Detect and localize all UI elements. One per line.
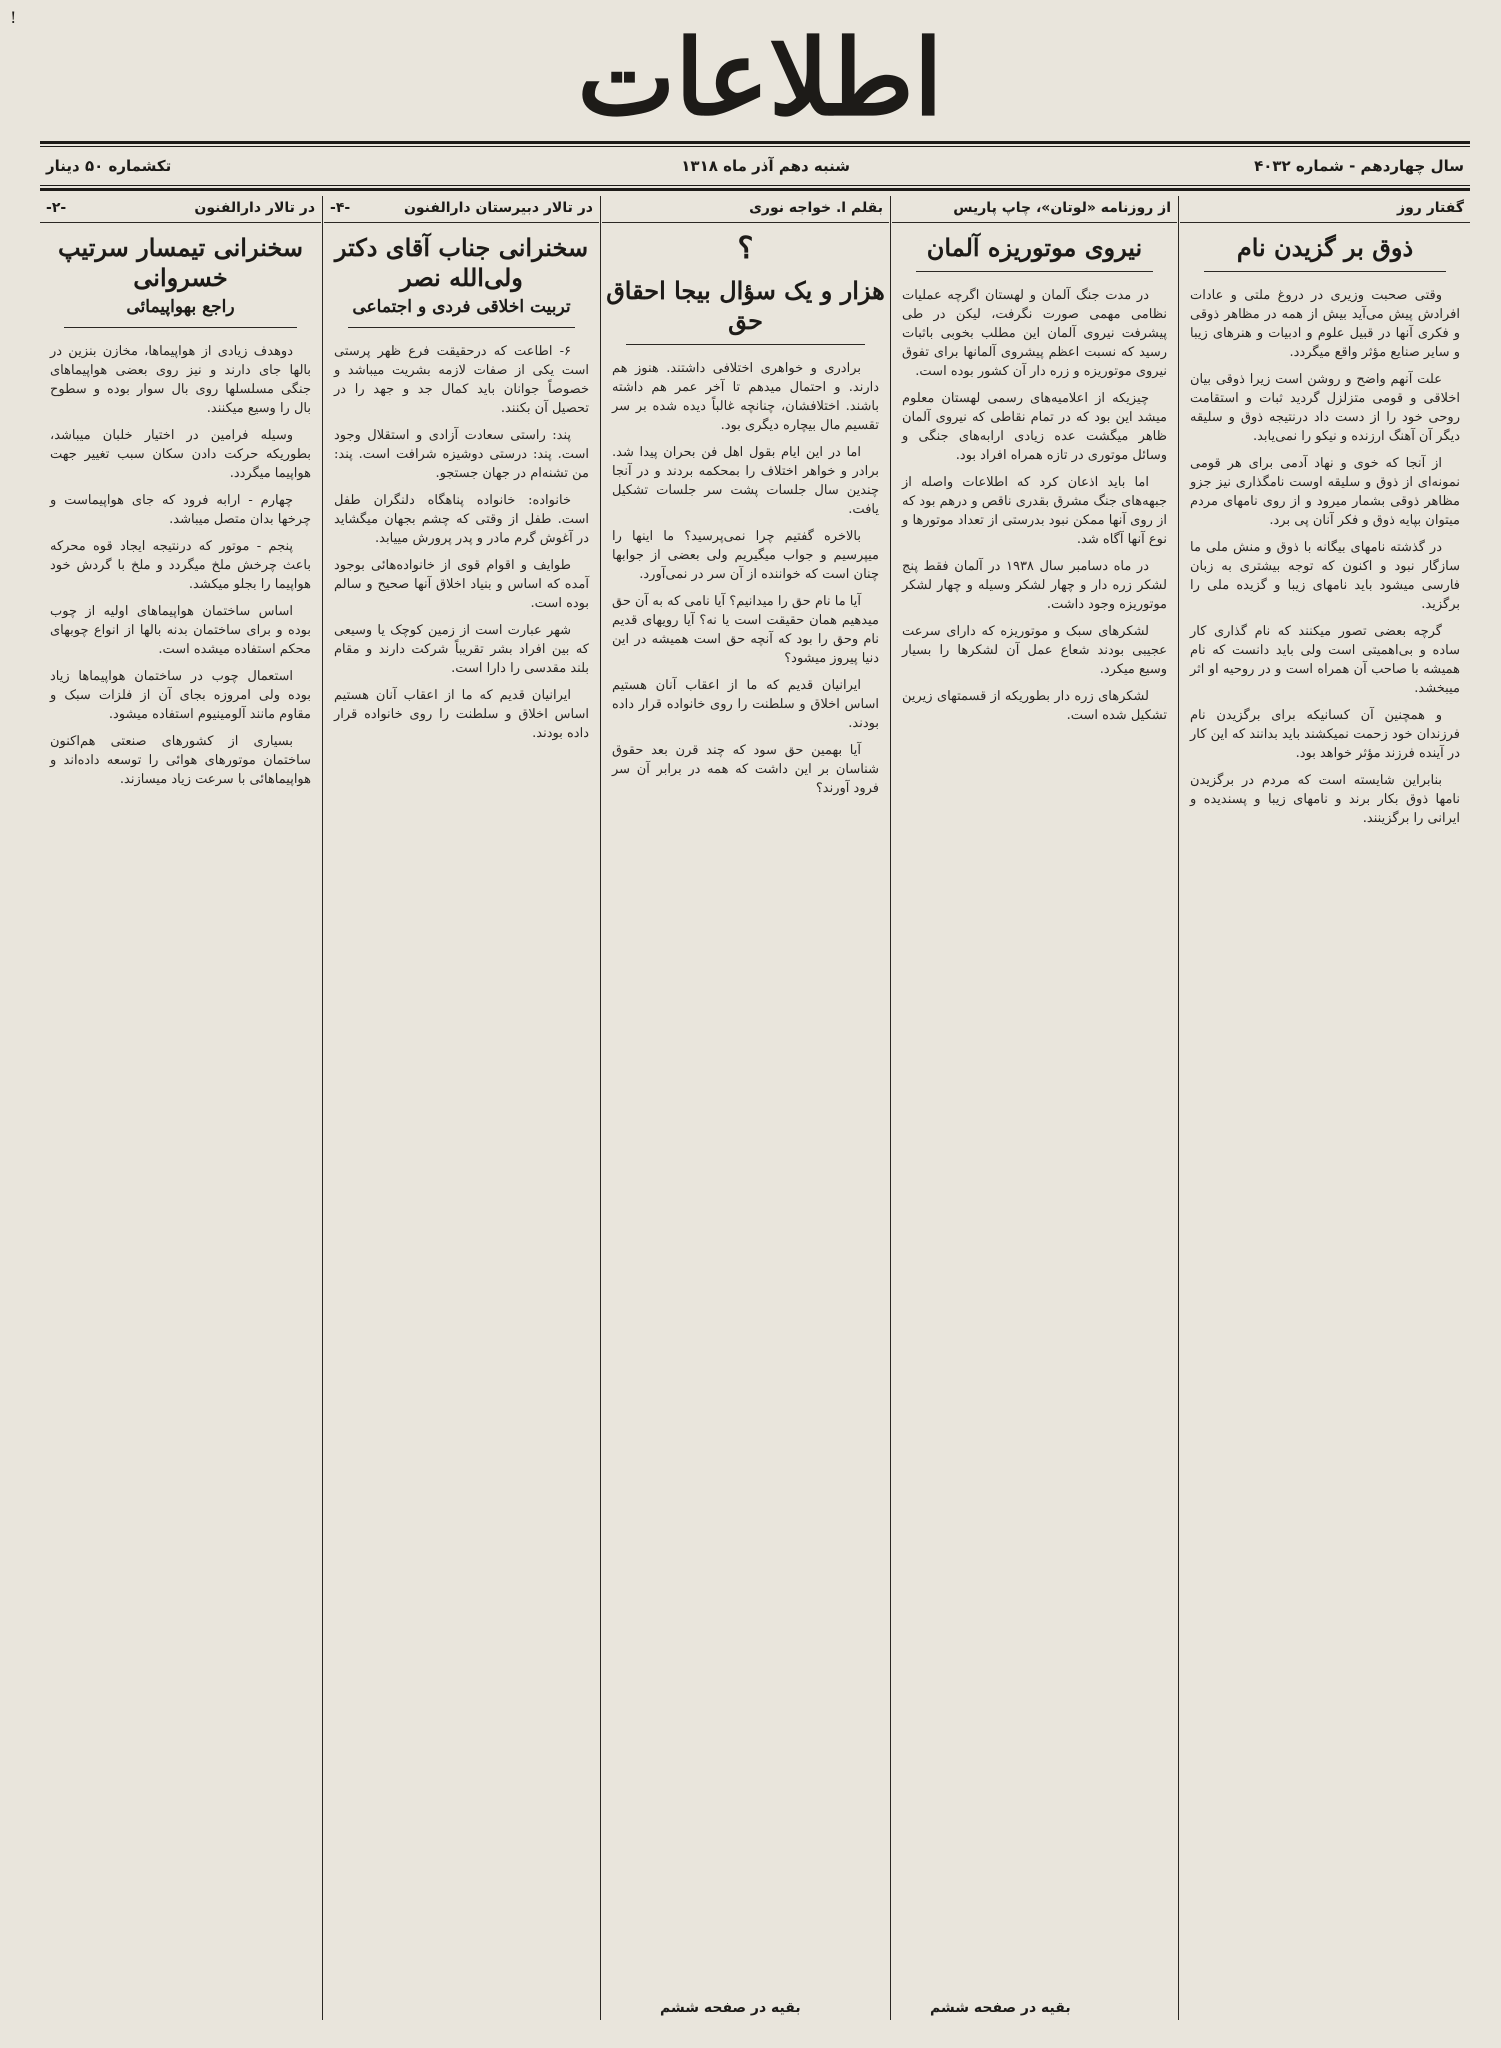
paragraph: در مدت جنگ آلمان و لهستان اگرچه عملیات نظامی مهمی صورت نگرفت، لیکن در طی پیشرفت نیروی آلمان این مطلب بخوبی باثبات رسید که نسبت اعظم پیشروی آلمانها برای تفوق نیروی موتوریزه و زره دار آن کشور بوده است. <box>902 288 1167 379</box>
paragraph: ایرانیان قدیم که ما از اعقاب آنان هستیم اساس اخلاق و سلطنت را روی خانواده قرار داده بودند. <box>612 678 879 731</box>
article-title: سخنرانی تیمسار سرتیپ خسروانی <box>57 233 304 292</box>
paragraph: چهارم - ارابه فرود که جای هواپیماست و چرخها بدان متصل میباشد. <box>50 493 311 527</box>
paragraph: شهر عبارت است از زمین کوچک یا وسیعی که بین افراد بشر تقریباً شرکت دارند و مقام بلند مقدسی را دارا است. <box>334 623 589 676</box>
paragraph: بالاخره گفتیم چرا نمی‌پرسید؟ ما اینها را میپرسیم و جواب میگیریم ولی بعضی از جوابها چنان است که خواننده از آن سر در نمی‌آورد. <box>612 529 879 582</box>
column-tag: گفتار روز <box>1397 200 1464 216</box>
column-separator <box>322 196 323 2020</box>
paragraph: استعمال چوب در ساختمان هواپیماها زیاد بوده ولی امروزه بجای آن از فلزات سبک و مقاوم مانند آلومینیوم استفاده میشود. <box>50 669 311 722</box>
paragraph: اما باید اذعان کرد که اطلاعات واصله از جبهه‌های جنگ مشرق بقدری ناقص و درهم بود که از روی آنها ممکن نبود بدرستی از تعداد موتورها و نوع آنها آگاه شد. <box>902 475 1167 547</box>
article-body <box>324 336 599 757</box>
page-marker: -۲- <box>46 200 67 216</box>
title-rule <box>64 327 297 328</box>
column-dr-nasr-speech <box>324 196 599 2020</box>
column-thousand-questions <box>602 196 889 2020</box>
column-header <box>40 196 321 223</box>
column-khosravani-speech <box>40 196 321 2020</box>
paragraph: در ماه دسامبر سال ۱۹۳۸ در آلمان فقط پنج لشکر زره دار و چهار لشکر وسیله و چهار لشکر موتوریزه وجود داشت. <box>902 559 1167 612</box>
column-tag: از روزنامه «لوتان»، چاپ پاریس <box>953 200 1171 216</box>
column-tag: در تالار دبیرستان دارالفنون <box>403 200 593 216</box>
article-title: نیروی موتوریزه آلمان <box>926 233 1143 262</box>
title-rule <box>916 271 1153 272</box>
column-header <box>324 196 599 223</box>
paragraph: از آنجا که خوی و نهاد آدمی برای هر قومی نمونه‌ای از ذوق و سلیقه اوست نامگذاری نیز جزو مظاهر ذوقی بشمار میرود و از روی نامهای مردم میتوان بپایه ذوق و فکر آنان پی برد. <box>1190 456 1460 528</box>
paragraph: پنجم - موتور که درنتیجه ایجاد قوه محرکه باعث چرخش ملخ میگردد و ملخ با گردش خود هواپیما را بجلو میکشد. <box>50 539 311 592</box>
masthead-rule-thin <box>40 146 1470 147</box>
issue-date: شنبه دهم آذر ماه ۱۳۱۸ <box>681 157 850 175</box>
paragraph: آیا بهمین حق سود که چند قرن بعد حقوق شناسان بر این داشت که همه در برابر آن سر فرود آورند؟ <box>612 743 879 796</box>
paragraph: و همچنین آن کسانیکه برای برگزیدن نام فرزندان خود زحمت نمیکشند باید بدانند که این کار در آینده فرزند مؤثر خواهد بود. <box>1190 708 1460 761</box>
article-body <box>1180 280 1470 842</box>
paragraph: وقتی صحبت وزیری در دروغ ملتی و عادات افرادش پیش می‌آید بیش از همه در مظاهر ذوقی و فکری آنها در قبیل علوم و ادبیات و هنرهای زیبا و سایر صنایع مؤثر واقع میگردد. <box>1190 288 1460 360</box>
column-tag: در تالار دارالفنون <box>194 200 315 216</box>
column-separator <box>1178 196 1179 2020</box>
dateline-rule-bottom <box>40 188 1470 191</box>
paragraph: اما در این ایام بقول اهل فن بحران پیدا شد. برادر و خواهر اختلاف را بمحکمه بردند و در آنجا چندین سال جلسات پشت سر جلسات تشکیل یافت. <box>612 445 879 517</box>
article-body <box>892 280 1177 739</box>
column-german-forces <box>892 196 1177 2020</box>
column-header <box>602 196 889 223</box>
column-separator <box>600 196 601 2020</box>
issue-price: تکشماره ۵۰ دینار <box>46 157 172 175</box>
column-header <box>892 196 1177 223</box>
paragraph: طوایف و اقوام قوی از خانواده‌هائی بوجود آمده که اساس و بنیاد اخلاق آنها صحیح و سالم بوده است. <box>334 558 589 611</box>
paragraph: اساس ساختمان هواپیماهای اولیه از چوب بوده و برای ساختمان بدنه بالها از انواع چوبهای محکم استفاده میشده است. <box>50 604 311 657</box>
question-mark-icon: ؟ <box>737 231 754 266</box>
article-body <box>602 353 889 812</box>
column-daily-talk <box>1180 196 1470 2020</box>
paragraph: لشکرهای زره دار بطوریکه از قسمتهای زیرین تشکیل شده است. <box>902 689 1167 723</box>
dateline <box>40 153 1470 181</box>
paragraph: برادری و خواهری اختلافی داشتند. هنوز هم دارند. و احتمال میدهم تا آخر عمر هم داشته باشند. اختلافشان، چنانچه غالباً دیده شده بر سر تقسیم مال بیچاره دیگری بود. <box>612 361 879 433</box>
article-title: سخنرانی جناب آقای دکتر ولی‌الله نصر <box>334 233 589 292</box>
paragraph: ایرانیان قدیم که ما از اعقاب آنان هستیم اساس اخلاق و سلطنت را روی خانواده قرار داده بودند. <box>334 688 589 741</box>
paragraph: آیا ما نام حق را میدانیم؟ آیا نامی که به آن حق میدهیم همان حقیقت است یا نه؟ آیا رویهای قدیم نام وحق را بود که آنچه حق است همیشه در این دنیا پیروز میشود؟ <box>612 594 879 666</box>
continued-note: بقیه در صفحه ششم <box>660 2000 801 2016</box>
dateline-rule-thin <box>40 185 1470 186</box>
paragraph: بنابراین شایسته است که مردم در برگزیدن نامها ذوق بکار برند و نامهای زیبا و پسندیده و ایرانی را برگزینند. <box>1190 773 1460 826</box>
masthead-rule-top <box>40 141 1470 144</box>
column-header <box>1180 196 1470 223</box>
year-issue: سال چهاردهم - شماره ۴۰۳۲ <box>1254 157 1464 175</box>
article-title: ذوق بر گزیدن نام <box>1236 233 1414 262</box>
article-body <box>40 336 321 803</box>
title-rule <box>348 327 575 328</box>
title-rule <box>626 344 865 345</box>
paragraph: ۶- اطاعت که درحقیقت فرع ظهر پرستی است یکی از صفات لازمه بشریت میباشد و خصوصاً جوانان باید کمال جد و جهد را در تحصیل آن بکنند. <box>334 344 589 416</box>
masthead-title: اطلاعات <box>577 16 943 139</box>
corner-mark: ! <box>10 8 17 27</box>
article-subtitle: راجع بهواپیمائی <box>126 297 235 317</box>
paragraph: پند: راستی سعادت آزادی و استقلال وجود است. پند: درستی دوشیزه شرافت است. پند: من تشنه‌ام در جهان جستجو. <box>334 428 589 481</box>
paragraph: گرچه بعضی تصور میکنند که نام گذاری کار ساده و بی‌اهمیتی است ولی باید دانست که نام همیشه با صاحب آن همراه است و در روحیه او اثر میبخشد. <box>1190 624 1460 696</box>
article-subtitle: تربیت اخلاقی فردی و اجتماعی <box>352 297 571 317</box>
paragraph: در گذشته نامهای بیگانه با ذوق و منش ملی ما سازگار نبود و اکنون که توجه بیشتری به زبان فارسی میشود باید نامهای زیبا و گزیده ملی را برگزید. <box>1190 540 1460 612</box>
title-rule <box>1204 271 1446 272</box>
continued-note: بقیه در صفحه ششم <box>930 2000 1071 2016</box>
column-separator <box>890 196 891 2020</box>
paragraph: خانواده: خانواده پناهگاه دلنگران طفل است. طفل از وقتی که چشم بجهان میگشاید در آغوش گرم مادر و پدر پرورش مییابد. <box>334 493 589 546</box>
paragraph: وسیله فرامین در اختیار خلبان میباشد، بطوریکه حرکت دادن سکان سبب تغییر جهت هواپیما میگردد. <box>50 428 311 481</box>
paragraph: علت آنهم واضح و روشن است زیرا ذوقی بیان اخلاقی و قومی متزلزل گردید ثبات و استقامت روحی خود را از دست داد درنتیجه ذوق و سلیقه دیگر آن آهنگ ارزنده و نیکو را نمی‌یابد. <box>1190 372 1460 444</box>
paragraph: لشکرهای سبک و موتوریزه که دارای سرعت عجیبی بودند شعاع عمل آن لشکرها را بسیار وسیع میکرد. <box>902 624 1167 677</box>
paragraph: دوهدف زیادی از هواپیماها، مخازن بنزین در بالها جای دارند و نیز روی بعضی هواپیماهای جنگی مسلسلها روی بال سوار بوده و سطوح بال را وسیع میکنند. <box>50 344 311 416</box>
paragraph: چیزیکه از اعلامیه‌های رسمی لهستان معلوم میشد این بود که در تمام نقاطی که نیروی آلمان ظاهر میگشت عده زیادی ارابه‌های جنگی و وسائل موتوری در تازه همراه افراد بود. <box>902 391 1167 463</box>
article-title: هزار و یک سؤال بیجا احقاق حق <box>606 276 885 335</box>
column-tag: بقلم ا. خواجه نوری <box>749 200 883 216</box>
paragraph: بسیاری از کشورهای صنعتی هم‌اکنون ساختمان موتورهای هوائی را توسعه داده‌اند و هواپیماهائی با سرعت زیاد میسازند. <box>50 734 311 787</box>
page-marker: -۴- <box>330 200 351 216</box>
